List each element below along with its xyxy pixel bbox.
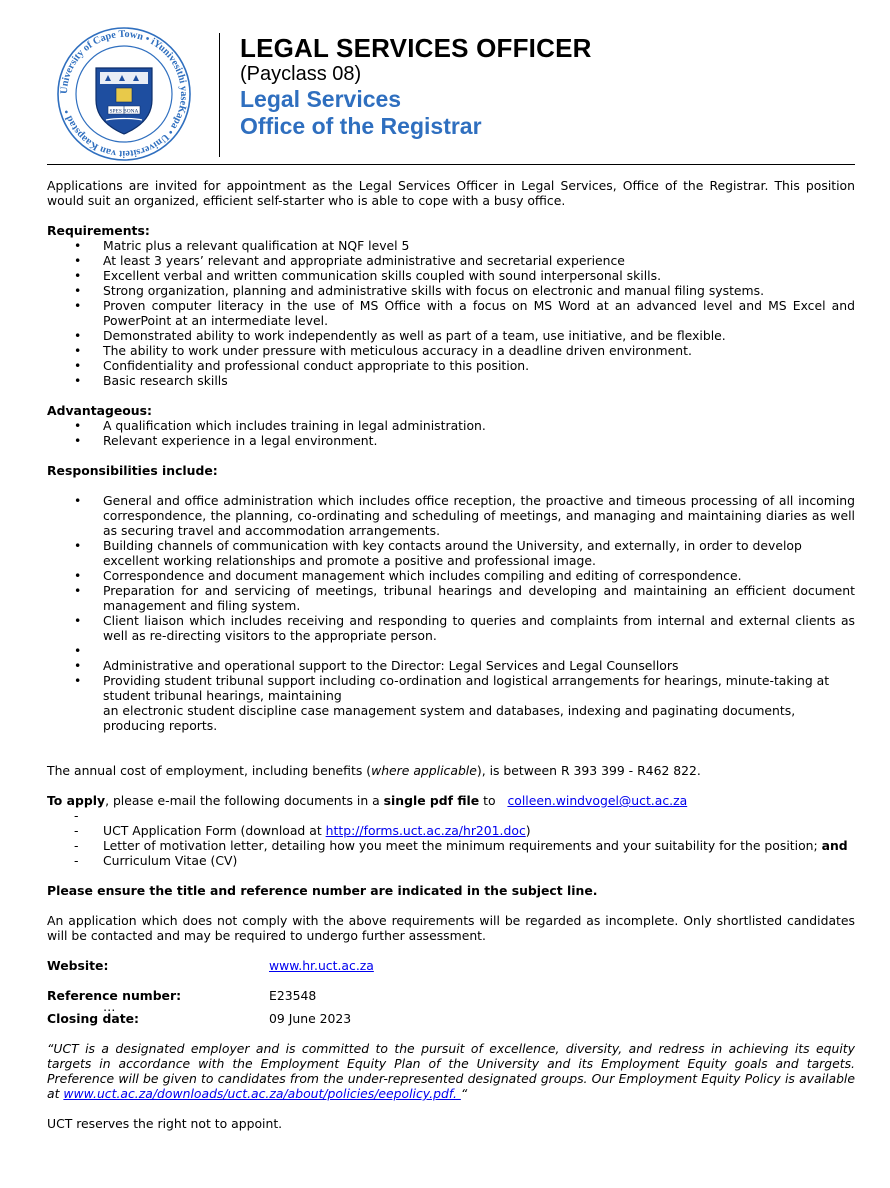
list-item: • A qualification which includes training in legal administration.: [47, 418, 855, 433]
list-item: • Proven computer literacy in the use of MS Office with a focus on MS Word at an advanced level and MS Excel and PowerPoint at an intermediate level.: [47, 298, 855, 328]
title-block: [240, 33, 592, 140]
list-item: • General and office administration which includes office reception, the proactive and timeous processing of all incoming correspondence, the planning, co-ordinating and scheduling of meetings, and managing and maintaining diaries as well as securing travel and accommodation arrangements.: [47, 493, 855, 538]
intro-paragraph: Applications are invited for appointment as the Legal Services Officer in Legal Services, Office of the Registrar. This position would suit an organized, efficient self-starter who is able to cope with a busy office.: [47, 178, 855, 208]
list-item-line: an electronic student discipline case management system and databases, indexing and paginating documents, producing reports.: [103, 703, 796, 733]
advert-body: [47, 178, 855, 1131]
header-divider: [219, 33, 220, 157]
cost-suffix: ), is between R 393 399 - R462 822.: [476, 763, 701, 778]
apply-lead: To apply: [47, 793, 106, 808]
apply-documents-list: [47, 808, 855, 868]
equity-text: “UCT is a designated employer and is committed to the pursuit of excellence, diversity, and redress in achieving its equity targets in accordance with the Employment Equity Plan of the University and its Employment Equity goals and targets. Preference will be given to candidates from the under-represented designated groups. Our Employment Equity Policy is available at: [47, 1041, 855, 1101]
list-item: [47, 673, 855, 733]
subject-line-note: Please ensure the title and reference number are indicated in the subject line.: [47, 883, 598, 898]
list-item: • Confidentiality and professional conduct appropriate to this position.: [47, 358, 855, 373]
apply-pdf-note: single pdf file: [383, 793, 480, 808]
list-item: - Curriculum Vitae (CV): [47, 853, 855, 868]
uct-logo: [56, 26, 192, 162]
website-row: [47, 958, 855, 973]
responsibilities-heading: Responsibilities include:: [47, 463, 218, 478]
reserve-statement: UCT reserves the right not to appoint.: [47, 1116, 283, 1131]
list-item: - Letter of motivation letter, detailing how you meet the minimum requirements and your suitability for the position; and: [47, 838, 855, 853]
office-name: Office of the Registrar: [240, 113, 482, 139]
apply-instructions: [47, 793, 855, 808]
list-item: • The ability to work under pressure with meticulous accuracy in a deadline driven environment.: [47, 343, 855, 358]
list-item: • Client liaison which includes receiving and responding to queries and complaints from internal and external clients as well as re-directing visitors to the appropriate person.: [47, 613, 855, 643]
list-item: • Correspondence and document management which includes compiling and editing of correspondence.: [47, 568, 855, 583]
cost-prefix: The annual cost of employment, including benefits (: [47, 763, 372, 778]
list-item: [47, 643, 855, 658]
advantageous-list: [47, 418, 855, 448]
application-form-link[interactable]: http://forms.uct.ac.za/hr201.doc: [325, 823, 526, 838]
website-link[interactable]: www.hr.uct.ac.za: [269, 958, 374, 973]
shield-icon: [96, 68, 152, 134]
page-title: LEGAL SERVICES OFFICER: [240, 33, 592, 63]
list-item: • Administrative and operational support to the Director: Legal Services and Legal Counsellors: [47, 658, 855, 673]
cost-italic: where applicable: [371, 763, 477, 778]
list-item: • Excellent verbal and written communication skills coupled with sound interpersonal skills.: [47, 268, 855, 283]
closing-date: 09 June 2023: [269, 1011, 352, 1026]
payclass: (Payclass 08): [240, 63, 362, 85]
list-item: • Relevant experience in a legal environment.: [47, 433, 855, 448]
equity-policy-link[interactable]: www.uct.ac.za/downloads/uct.ac.za/about/policies/eepolicy.pdf.: [63, 1086, 461, 1101]
advantageous-heading: Advantageous:: [47, 403, 152, 418]
header-rule: [47, 164, 855, 165]
requirements-heading: Requirements:: [47, 223, 150, 238]
list-item: • Demonstrated ability to work independently as well as part of a team, use initiative, and be flexible.: [47, 328, 855, 343]
reference-number: E23548: [269, 988, 317, 1003]
responsibilities-list: [47, 493, 855, 733]
incomplete-note: An application which does not comply with the above requirements will be regarded as incomplete. Only shortlisted candidates will be contacted and may be required to undergo further assessment.: [47, 913, 855, 943]
list-item: • Basic research skills: [47, 373, 855, 388]
list-item: • Strong organization, planning and administrative skills with focus on electronic and manual filing systems.: [47, 283, 855, 298]
list-item: [47, 808, 855, 823]
closing-label: Closing date:: [47, 1011, 139, 1026]
email-link[interactable]: colleen.windvogel@uct.ac.za: [507, 793, 688, 808]
logo-ring-text: University of Cape Town • iYunivesithi yaseKapa • Universiteit van Kaapstad •: [58, 28, 190, 160]
list-item: • Matric plus a relevant qualification at NQF level 5: [47, 238, 855, 253]
ellipsis: …: [103, 999, 116, 1014]
list-item: - UCT Application Form (download at http://forms.uct.ac.za/hr201.doc): [47, 823, 855, 838]
list-item: • At least 3 years’ relevant and appropriate administrative and secretarial experience: [47, 253, 855, 268]
reference-label: Reference number:: [47, 988, 182, 1003]
cost-statement: [47, 763, 855, 778]
requirements-list: [47, 238, 855, 388]
list-item: • Preparation for and servicing of meetings, tribunal hearings and developing and maintaining an efficient document management and filing system.: [47, 583, 855, 613]
logo-motto: SPES BONA: [109, 108, 139, 115]
reference-row: [47, 988, 855, 1003]
website-label: Website:: [47, 958, 109, 973]
list-item: • Building channels of communication with key contacts around the University, and externally, in order to develop excellent working relationships and promote a positive and professional image.: [47, 538, 855, 568]
list-item-line: Providing student tribunal support including co-ordination and logistical arrangements for hearings, minute-taking at student tribunal hearings, maintaining: [103, 673, 830, 703]
apply-text: , please e-mail the following documents in a: [105, 793, 384, 808]
closing-row: [47, 1011, 855, 1026]
apply-text: to: [479, 793, 496, 808]
department-name: Legal Services: [240, 86, 402, 112]
equity-statement: “UCT is a designated employer and is committed to the pursuit of excellence, diversity, and redress in achieving its equity targets in accordance with the Employment Equity Plan of the University and its Employment Equity goals and targets. Preference will be given to candidates from the under-represented designated groups. Our Employment Equity Policy is available at www.uct.ac.za/downloads/uct.ac.za/about/policies/eepolicy.pdf. “: [47, 1041, 855, 1101]
